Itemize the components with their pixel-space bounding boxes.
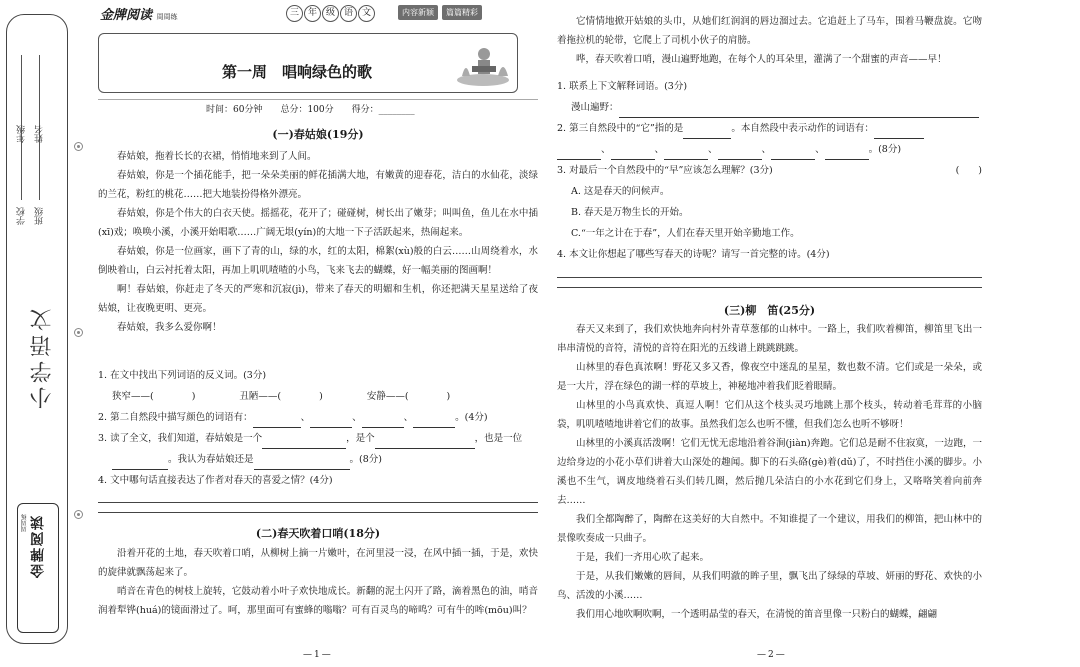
passage-paragraph: 春姑娘，我多么爱你啊！ <box>117 322 222 333</box>
passage-paragraph: 山林里的小鸟真欢快、真逗人啊！它们从这个枝头灵巧地跳上那个枝头，转动着毛茸茸的小脑袋，叽叽喳喳地讲着它们的故事。虽然我们怎么也听不懂，但我们怎么也听不够呀！ <box>557 400 982 430</box>
question-2-text-b: 。本自然段中表示动作的词语有： <box>731 123 874 134</box>
passage-paragraph: 沿着开花的土地，春天吹着口哨，从柳树上摘一片嫩叶，在河里浸一浸，在风中插一插，于是，欢快的旋律就飘荡起来了。 <box>98 548 538 578</box>
passage-paragraph: 春姑娘，你是个伟大的白衣天使。摇摇花，花开了；碰碰树，树长出了嫩芽；叫叫鱼，鱼儿在水中插(xī)戏；唤唤小溪，小溪开始唱歌……广阔无垠(yín)的大地一下子活跃起来，热闹起来。 <box>98 208 538 238</box>
question-4: 4. 本文让你想起了哪些写春天的诗呢？请写一首完整的诗。(4分) <box>557 249 830 260</box>
term-label: 漫山遍野： <box>571 102 619 113</box>
answer-line[interactable] <box>98 502 538 503</box>
answer-blank[interactable] <box>112 458 168 470</box>
section-title: (三)柳 笛(25分) <box>723 304 816 317</box>
antonym-item[interactable]: 安静——( ) <box>366 391 451 402</box>
answer-blank[interactable] <box>718 148 762 160</box>
sidebar-logo <box>17 503 59 633</box>
answer-blank[interactable] <box>310 416 352 428</box>
question-2-text-a: 2. 第三自然段中的“它”指的是 <box>557 123 684 134</box>
question-2-score: 。(8分) <box>868 144 902 155</box>
passage-paragraph: 山林里的小溪真活泼啊！它们无忧无虑地沿着谷涧(jiàn)奔跑。它们总是耐不住寂寞，一边跑，一边给身边的小花小草们讲着大山深处的趣闻。脚下的石头硌(gè)着(dǔ)了，不时挡住小溪的脚步。小溪也不生气，调皮地绕着石头们转几圈，然后抛几朵洁白的小水花到它们身上，又咯咯笑着向前奔去…… <box>557 438 982 506</box>
question-3-text: 3. 对最后一个自然段中的“早”应该怎么理解？(3分) <box>557 165 773 176</box>
antonym-item[interactable]: 狭窄——( ) <box>112 391 196 402</box>
option-c[interactable]: C.“一年之计在于春”，人们在春天里开始辛勤地工作。 <box>571 228 800 239</box>
question-3-cont <box>98 449 538 470</box>
answer-blank[interactable] <box>619 106 979 118</box>
option-b[interactable]: B. 春天是万物生长的开始。 <box>571 207 689 218</box>
answer-blank[interactable] <box>874 127 924 139</box>
answer-blank[interactable] <box>413 416 455 428</box>
answer-blank[interactable] <box>825 148 869 160</box>
school-label: 学校 <box>17 207 27 225</box>
week-title: 第一周 唱响绿色的歌 <box>222 63 373 81</box>
question-3 <box>98 428 538 449</box>
antonym-row <box>98 386 538 407</box>
binding-hole-icon <box>74 142 83 151</box>
passage-paragraph: 它情情地掀开姑娘的头巾，从她们红润润的唇边溜过去。它追赶上了马车，围着马鞭盘旋。它吻着拖拉机的轮带，它爬上了司机小伙子的肩膀。 <box>557 16 982 46</box>
page-2 <box>557 0 982 667</box>
answer-blank[interactable] <box>262 437 346 449</box>
answer-blank[interactable] <box>664 148 708 160</box>
section-title: (一)春姑娘(19分) <box>272 128 364 141</box>
passage-paragraph: 春天又来到了，我们欢快地奔向村外青草葱郁的山林中。一路上，我们吹着柳笛，柳笛里飞出一串串清悦的音符，清悦的音符在阳光的五线谱上跳跳跳跳。 <box>557 324 982 354</box>
question-3-text-d: 。我认为春姑娘还是 <box>168 454 254 465</box>
sidebar-logo-sub: 周周练 <box>21 514 28 532</box>
header-tags <box>398 5 482 20</box>
passage-paragraph: 我们用心地吹啊吹啊，一个透明晶莹的春天，在清悦的笛音里像一只粉白的蝴蝶，翩翩 <box>576 609 938 620</box>
subject-title: 小学语文 <box>30 305 55 409</box>
passage-paragraph: 山林里的春色真浓啊！野花又多又香，像夜空中迷乱的星星，数也数不清。它们或是一朵朵，或是一大片，浮在绿色的湖一样的草坡上，神秘地冲着我们眨着眼睛。 <box>557 362 982 392</box>
question-3-text-c: ，也是一位 <box>474 433 523 444</box>
page-number: —2— <box>757 650 787 660</box>
grade-char: 语 <box>340 5 357 22</box>
binding-sidebar <box>6 14 68 644</box>
option-a[interactable]: A. 这是春天的问候声。 <box>571 186 670 197</box>
page-1 <box>98 0 538 667</box>
question-2-cont: 、 、 、 、 、 。(8分) <box>557 139 982 160</box>
passage-paragraph: 于是，我们一齐用心吹了起来。 <box>576 552 710 563</box>
grade-char: 三 <box>286 5 303 22</box>
answer-blank[interactable] <box>362 416 404 428</box>
answer-blank[interactable] <box>253 416 301 428</box>
answer-blank[interactable] <box>771 148 815 160</box>
answer-blank[interactable] <box>375 437 475 449</box>
grade-char: 文 <box>358 5 375 22</box>
passage-paragraph: 哨音在青色的树枝上旋转，它鼓动着小叶子欢快地成长。新翻的泥土闪开了路，滴着黑色的油，哨音润着犁铧(huá)的镜面滑过了。呵，那里面可有蜜蜂的嗡嗡？可有百灵鸟的啼鸣？可有牛的哞(mōu)叫？ <box>98 586 538 616</box>
class-label: 班级 <box>35 207 45 225</box>
answer-blank[interactable] <box>611 148 655 160</box>
question-3-score: 。(8分) <box>349 454 382 465</box>
grade-char: 年 <box>304 5 321 22</box>
brand-sub: 周周练 <box>156 13 178 21</box>
answer-line[interactable] <box>98 512 538 513</box>
question-3 <box>557 160 982 181</box>
grade-char: 级 <box>322 5 339 22</box>
answer-blank[interactable] <box>683 127 731 139</box>
passage-paragraph: 春姑娘，你是一个插花能手，把一朵朵美丽的鲜花插满大地，有嫩黄的迎春花，洁白的水仙花，淡绿的兰花，粉红的桃花……把大地装扮得格外漂亮。 <box>98 170 538 200</box>
page-number: —1— <box>303 650 333 660</box>
question-2: 2. 第二自然段中描写颜色的词语有： 、 、 、 。(4分) <box>98 407 538 428</box>
passage-paragraph: 哗，春天吹着口哨，漫山遍野地跑，在每个人的耳朵里，灌满了一个甜蜜的声音——早！ <box>576 54 947 65</box>
answer-line[interactable] <box>557 287 982 288</box>
answer-bracket[interactable]: ( ) <box>955 165 982 176</box>
question-2-score: 。(4分) <box>455 412 488 423</box>
passage-paragraph: 于是，从我们嫩嫩的唇间，从我们明澈的眸子里，飘飞出了绿绿的草坡、妍丽的野花、欢快的小鸟、活泼的小溪…… <box>557 571 982 601</box>
question-4: 4. 文中哪句话直接表达了作者对春天的喜爱之情？(4分) <box>98 475 333 486</box>
tag: 内容新颖 <box>398 5 438 20</box>
section-title: (二)春天吹着口哨(18分) <box>255 527 381 540</box>
question-1: 1. 在文中找出下列词语的反义词。(3分) <box>98 370 267 381</box>
worksheet-header <box>98 0 538 100</box>
name-label: 姓名 <box>35 125 45 143</box>
binding-hole-icon <box>74 510 83 519</box>
answer-blank[interactable] <box>254 458 350 470</box>
question-3-text-b: ，是个 <box>346 433 375 444</box>
passage-paragraph: 我们全都陶醉了，陶醉在这美好的大自然中。不知谁提了一个建议，用我们的柳笛，把山林中的景像吹奏成一只曲子。 <box>557 514 982 544</box>
question-2-text: 2. 第二自然段中描写颜色的词语有： <box>98 412 253 423</box>
passage-paragraph: 春姑娘，拖着长长的衣裙，悄悄地来到了人间。 <box>117 151 317 162</box>
grade-badges <box>286 5 375 22</box>
exam-meta: 时间：60分钟 总分：100分 得分：________ <box>206 105 415 115</box>
question-3-text-a: 3. 读了全文，我们知道，春姑娘是一个 <box>98 433 263 444</box>
answer-line[interactable] <box>557 277 982 278</box>
tag: 篇篇精彩 <box>442 5 482 20</box>
term-row <box>557 97 982 118</box>
brand-logo <box>100 4 178 23</box>
antonym-item[interactable]: 丑陋——( ) <box>239 391 323 402</box>
question-2 <box>557 118 982 139</box>
question-1: 1. 联系上下文解释词语。(3分) <box>557 81 688 92</box>
passage-paragraph: 啊！春姑娘，你赶走了冬天的严寒和沉寂(jì)，带来了春天的明媚和生机，你还把满天星星送给了夜姑娘，让夜晚更明、更亮。 <box>98 284 538 314</box>
sidebar-logo-text: 金牌阅读 <box>30 514 46 578</box>
binding-hole-icon <box>74 328 83 337</box>
reading-child-illustration-icon <box>456 40 511 88</box>
grade-label: 年级 <box>17 125 27 143</box>
answer-blank[interactable] <box>557 148 601 160</box>
passage-paragraph: 春姑娘，你是一位画家，画下了青的山，绿的水，红的太阳，棉絮(xù)般的白云……山周绕着水，水倒映着山，白云衬托着太阳，再加上叽叽喳喳的小鸟，飞来飞去的蝴蝶，好一幅美丽的图画啊！ <box>98 246 538 276</box>
brand-name: 金牌阅读 <box>100 8 153 23</box>
